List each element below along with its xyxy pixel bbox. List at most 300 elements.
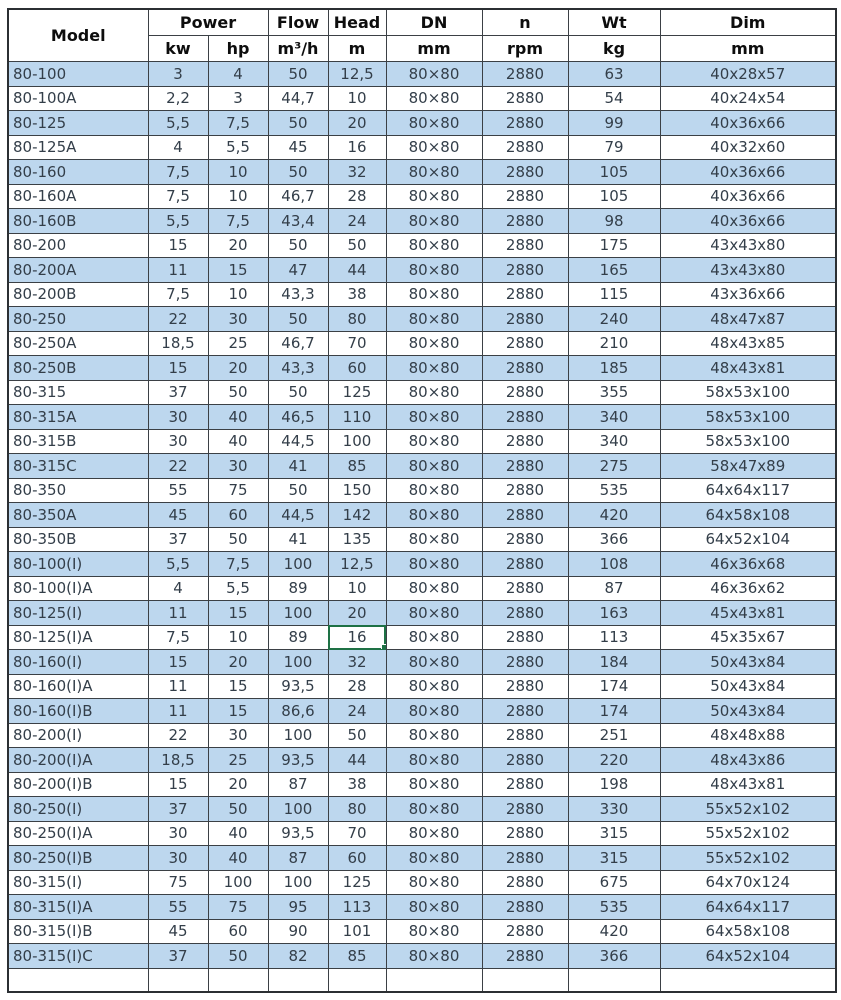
cell-flow[interactable]: 50 — [268, 160, 328, 185]
cell-flow[interactable]: 41 — [268, 454, 328, 479]
header-unit-dim[interactable]: mm — [660, 36, 836, 62]
cell-hp[interactable]: 20 — [208, 233, 268, 258]
cell-dim[interactable]: 48x43x85 — [660, 331, 836, 356]
cell-kw[interactable]: 37 — [148, 944, 208, 969]
cell-head[interactable]: 32 — [328, 650, 386, 675]
cell-head[interactable]: 70 — [328, 821, 386, 846]
cell-rpm[interactable]: 2880 — [482, 478, 568, 503]
cell-dim[interactable]: 46x36x68 — [660, 552, 836, 577]
cell-rpm[interactable]: 2880 — [482, 331, 568, 356]
cell-flow[interactable]: 86,6 — [268, 699, 328, 724]
cell-kw[interactable]: 22 — [148, 723, 208, 748]
cell-dim[interactable]: 50x43x84 — [660, 699, 836, 724]
cell-head[interactable]: 85 — [328, 454, 386, 479]
cell-dim[interactable]: 40x24x54 — [660, 86, 836, 111]
cell-wt[interactable]: 113 — [568, 625, 660, 650]
cell-wt[interactable]: 108 — [568, 552, 660, 577]
cell-flow[interactable]: 87 — [268, 772, 328, 797]
cell-dim[interactable]: 48x43x81 — [660, 772, 836, 797]
cell-hp[interactable]: 50 — [208, 527, 268, 552]
cell-flow[interactable]: 87 — [268, 846, 328, 871]
cell-dim[interactable]: 64x52x104 — [660, 944, 836, 969]
cell-kw[interactable]: 15 — [148, 233, 208, 258]
cell-model[interactable]: 80-100(I)A — [8, 576, 148, 601]
cell-model[interactable]: 80-250(I) — [8, 797, 148, 822]
cell-flow[interactable]: 93,5 — [268, 674, 328, 699]
cell-head[interactable]: 44 — [328, 748, 386, 773]
header-power[interactable]: Power — [148, 9, 268, 36]
cell-flow[interactable]: 43,4 — [268, 209, 328, 234]
header-flow[interactable]: Flow — [268, 9, 328, 36]
cell-hp[interactable]: 3 — [208, 86, 268, 111]
cell-dn[interactable]: 80×80 — [386, 160, 482, 185]
cell-kw[interactable]: 22 — [148, 454, 208, 479]
cell-dim[interactable]: 55x52x102 — [660, 846, 836, 871]
cell-dim[interactable]: 40x32x60 — [660, 135, 836, 160]
cell-hp[interactable]: 60 — [208, 503, 268, 528]
cell-model[interactable]: 80-125(I)A — [8, 625, 148, 650]
header-unit-dn[interactable]: mm — [386, 36, 482, 62]
cell-dn[interactable]: 80×80 — [386, 356, 482, 381]
cell-head[interactable]: 110 — [328, 405, 386, 430]
cell-rpm[interactable]: 2880 — [482, 674, 568, 699]
cell-flow[interactable]: 100 — [268, 601, 328, 626]
cell-head[interactable]: 16 — [328, 135, 386, 160]
cell-wt[interactable]: 198 — [568, 772, 660, 797]
cell-wt[interactable]: 366 — [568, 527, 660, 552]
cell-dim[interactable]: 40x36x66 — [660, 184, 836, 209]
cell-flow[interactable]: 41 — [268, 527, 328, 552]
cell-hp[interactable]: 5,5 — [208, 576, 268, 601]
cell-model[interactable]: 80-100A — [8, 86, 148, 111]
cell-kw[interactable]: 3 — [148, 62, 208, 87]
cell-rpm[interactable]: 2880 — [482, 86, 568, 111]
cell-model[interactable]: 80-200(I)A — [8, 748, 148, 773]
cell-rpm[interactable]: 2880 — [482, 233, 568, 258]
cell-flow[interactable]: 100 — [268, 552, 328, 577]
header-unit-n[interactable]: rpm — [482, 36, 568, 62]
cell-model[interactable]: 80-160(I)A — [8, 674, 148, 699]
cell-wt[interactable]: 54 — [568, 86, 660, 111]
cell-head[interactable]: 12,5 — [328, 62, 386, 87]
cell-dim[interactable]: 48x47x87 — [660, 307, 836, 332]
cell-empty[interactable] — [568, 968, 660, 992]
cell-dim[interactable]: 40x36x66 — [660, 160, 836, 185]
cell-hp[interactable]: 4 — [208, 62, 268, 87]
cell-head[interactable]: 28 — [328, 674, 386, 699]
cell-head[interactable]: 12,5 — [328, 552, 386, 577]
cell-wt[interactable]: 174 — [568, 674, 660, 699]
cell-kw[interactable]: 7,5 — [148, 184, 208, 209]
cell-head[interactable]: 60 — [328, 356, 386, 381]
cell-wt[interactable]: 163 — [568, 601, 660, 626]
cell-wt[interactable]: 275 — [568, 454, 660, 479]
cell-dim[interactable]: 58x53x100 — [660, 405, 836, 430]
cell-hp[interactable]: 75 — [208, 478, 268, 503]
cell-flow[interactable]: 95 — [268, 895, 328, 920]
cell-dim[interactable]: 48x48x88 — [660, 723, 836, 748]
cell-dn[interactable]: 80×80 — [386, 135, 482, 160]
cell-hp[interactable]: 15 — [208, 674, 268, 699]
cell-hp[interactable]: 10 — [208, 160, 268, 185]
cell-model[interactable]: 80-315C — [8, 454, 148, 479]
cell-flow[interactable]: 93,5 — [268, 748, 328, 773]
cell-flow[interactable]: 46,7 — [268, 184, 328, 209]
cell-wt[interactable]: 174 — [568, 699, 660, 724]
cell-dim[interactable]: 46x36x62 — [660, 576, 836, 601]
cell-dn[interactable]: 80×80 — [386, 282, 482, 307]
cell-dn[interactable]: 80×80 — [386, 601, 482, 626]
cell-head[interactable]: 70 — [328, 331, 386, 356]
cell-dim[interactable]: 48x43x86 — [660, 748, 836, 773]
cell-flow[interactable]: 93,5 — [268, 821, 328, 846]
cell-dim[interactable]: 40x36x66 — [660, 209, 836, 234]
cell-model[interactable]: 80-160(I) — [8, 650, 148, 675]
cell-kw[interactable]: 18,5 — [148, 748, 208, 773]
cell-model[interactable]: 80-315(I)C — [8, 944, 148, 969]
cell-dn[interactable]: 80×80 — [386, 870, 482, 895]
cell-dn[interactable]: 80×80 — [386, 86, 482, 111]
cell-wt[interactable]: 535 — [568, 478, 660, 503]
cell-flow[interactable]: 90 — [268, 919, 328, 944]
cell-dn[interactable]: 80×80 — [386, 772, 482, 797]
cell-kw[interactable]: 11 — [148, 674, 208, 699]
cell-model[interactable]: 80-200(I)B — [8, 772, 148, 797]
header-wt[interactable]: Wt — [568, 9, 660, 36]
cell-kw[interactable]: 5,5 — [148, 111, 208, 136]
cell-kw[interactable]: 15 — [148, 356, 208, 381]
cell-kw[interactable]: 37 — [148, 527, 208, 552]
cell-flow[interactable]: 44,7 — [268, 86, 328, 111]
cell-head[interactable]: 16 — [328, 625, 386, 650]
cell-empty[interactable] — [268, 968, 328, 992]
cell-head[interactable]: 20 — [328, 111, 386, 136]
cell-dn[interactable]: 80×80 — [386, 650, 482, 675]
cell-dn[interactable]: 80×80 — [386, 821, 482, 846]
cell-head[interactable]: 150 — [328, 478, 386, 503]
header-dim[interactable]: Dim — [660, 9, 836, 36]
header-unit-hp[interactable]: hp — [208, 36, 268, 62]
cell-wt[interactable]: 63 — [568, 62, 660, 87]
cell-kw[interactable]: 22 — [148, 307, 208, 332]
cell-model[interactable]: 80-200A — [8, 258, 148, 283]
cell-model[interactable]: 80-250(I)B — [8, 846, 148, 871]
cell-rpm[interactable]: 2880 — [482, 380, 568, 405]
cell-dim[interactable]: 50x43x84 — [660, 674, 836, 699]
cell-flow[interactable]: 50 — [268, 111, 328, 136]
cell-model[interactable]: 80-250(I)A — [8, 821, 148, 846]
cell-dn[interactable]: 80×80 — [386, 331, 482, 356]
cell-wt[interactable]: 251 — [568, 723, 660, 748]
cell-rpm[interactable]: 2880 — [482, 699, 568, 724]
cell-rpm[interactable]: 2880 — [482, 111, 568, 136]
cell-model[interactable]: 80-100(I) — [8, 552, 148, 577]
cell-hp[interactable]: 30 — [208, 723, 268, 748]
cell-dn[interactable]: 80×80 — [386, 625, 482, 650]
cell-kw[interactable]: 7,5 — [148, 625, 208, 650]
cell-flow[interactable]: 50 — [268, 380, 328, 405]
cell-head[interactable]: 135 — [328, 527, 386, 552]
cell-kw[interactable]: 7,5 — [148, 160, 208, 185]
cell-kw[interactable]: 45 — [148, 503, 208, 528]
cell-kw[interactable]: 4 — [148, 576, 208, 601]
cell-head[interactable]: 10 — [328, 86, 386, 111]
cell-hp[interactable]: 25 — [208, 748, 268, 773]
cell-wt[interactable]: 240 — [568, 307, 660, 332]
cell-hp[interactable]: 40 — [208, 429, 268, 454]
cell-dn[interactable]: 80×80 — [386, 846, 482, 871]
cell-wt[interactable]: 366 — [568, 944, 660, 969]
cell-head[interactable]: 100 — [328, 429, 386, 454]
cell-head[interactable]: 28 — [328, 184, 386, 209]
cell-model[interactable]: 80-125A — [8, 135, 148, 160]
cell-dn[interactable]: 80×80 — [386, 919, 482, 944]
cell-hp[interactable]: 60 — [208, 919, 268, 944]
cell-hp[interactable]: 10 — [208, 184, 268, 209]
cell-rpm[interactable]: 2880 — [482, 821, 568, 846]
cell-wt[interactable]: 98 — [568, 209, 660, 234]
cell-hp[interactable]: 40 — [208, 846, 268, 871]
cell-rpm[interactable]: 2880 — [482, 209, 568, 234]
cell-wt[interactable]: 79 — [568, 135, 660, 160]
cell-wt[interactable]: 420 — [568, 503, 660, 528]
cell-wt[interactable]: 330 — [568, 797, 660, 822]
cell-wt[interactable]: 355 — [568, 380, 660, 405]
cell-kw[interactable]: 15 — [148, 650, 208, 675]
cell-hp[interactable]: 5,5 — [208, 135, 268, 160]
cell-rpm[interactable]: 2880 — [482, 356, 568, 381]
cell-hp[interactable]: 30 — [208, 454, 268, 479]
cell-hp[interactable]: 50 — [208, 380, 268, 405]
cell-kw[interactable]: 18,5 — [148, 331, 208, 356]
cell-dim[interactable]: 43x36x66 — [660, 282, 836, 307]
cell-wt[interactable]: 340 — [568, 429, 660, 454]
cell-empty[interactable] — [328, 968, 386, 992]
cell-model[interactable]: 80-250 — [8, 307, 148, 332]
cell-head[interactable]: 142 — [328, 503, 386, 528]
cell-dim[interactable]: 64x52x104 — [660, 527, 836, 552]
cell-model[interactable]: 80-315(I) — [8, 870, 148, 895]
cell-empty[interactable] — [8, 968, 148, 992]
cell-dn[interactable]: 80×80 — [386, 478, 482, 503]
cell-empty[interactable] — [482, 968, 568, 992]
cell-hp[interactable]: 100 — [208, 870, 268, 895]
cell-model[interactable]: 80-160 — [8, 160, 148, 185]
cell-model[interactable]: 80-350B — [8, 527, 148, 552]
cell-flow[interactable]: 46,7 — [268, 331, 328, 356]
cell-dim[interactable]: 45x43x81 — [660, 601, 836, 626]
cell-flow[interactable]: 100 — [268, 797, 328, 822]
header-unit-kw[interactable]: kw — [148, 36, 208, 62]
cell-dim[interactable]: 50x43x84 — [660, 650, 836, 675]
cell-rpm[interactable]: 2880 — [482, 503, 568, 528]
cell-dn[interactable]: 80×80 — [386, 307, 482, 332]
cell-head[interactable]: 44 — [328, 258, 386, 283]
cell-hp[interactable]: 40 — [208, 405, 268, 430]
cell-dn[interactable]: 80×80 — [386, 748, 482, 773]
cell-model[interactable]: 80-125(I) — [8, 601, 148, 626]
cell-dn[interactable]: 80×80 — [386, 797, 482, 822]
header-unit-flow[interactable]: m³/h — [268, 36, 328, 62]
cell-hp[interactable]: 20 — [208, 650, 268, 675]
cell-hp[interactable]: 7,5 — [208, 209, 268, 234]
cell-kw[interactable]: 5,5 — [148, 209, 208, 234]
cell-model[interactable]: 80-315(I)B — [8, 919, 148, 944]
cell-dn[interactable]: 80×80 — [386, 62, 482, 87]
cell-model[interactable]: 80-315A — [8, 405, 148, 430]
cell-dn[interactable]: 80×80 — [386, 944, 482, 969]
cell-model[interactable]: 80-315B — [8, 429, 148, 454]
cell-model[interactable]: 80-315 — [8, 380, 148, 405]
cell-rpm[interactable]: 2880 — [482, 527, 568, 552]
cell-dn[interactable]: 80×80 — [386, 184, 482, 209]
cell-head[interactable]: 101 — [328, 919, 386, 944]
cell-rpm[interactable]: 2880 — [482, 552, 568, 577]
cell-dn[interactable]: 80×80 — [386, 429, 482, 454]
cell-kw[interactable]: 15 — [148, 772, 208, 797]
cell-dn[interactable]: 80×80 — [386, 527, 482, 552]
cell-rpm[interactable]: 2880 — [482, 62, 568, 87]
cell-dim[interactable]: 58x53x100 — [660, 380, 836, 405]
cell-rpm[interactable]: 2880 — [482, 870, 568, 895]
cell-dim[interactable]: 40x36x66 — [660, 111, 836, 136]
cell-rpm[interactable]: 2880 — [482, 846, 568, 871]
cell-head[interactable]: 80 — [328, 307, 386, 332]
cell-rpm[interactable]: 2880 — [482, 258, 568, 283]
cell-kw[interactable]: 75 — [148, 870, 208, 895]
cell-dn[interactable]: 80×80 — [386, 723, 482, 748]
cell-dn[interactable]: 80×80 — [386, 895, 482, 920]
cell-wt[interactable]: 315 — [568, 846, 660, 871]
cell-dn[interactable]: 80×80 — [386, 503, 482, 528]
cell-model[interactable]: 80-160A — [8, 184, 148, 209]
cell-flow[interactable]: 50 — [268, 307, 328, 332]
cell-rpm[interactable]: 2880 — [482, 723, 568, 748]
cell-rpm[interactable]: 2880 — [482, 429, 568, 454]
cell-model[interactable]: 80-200B — [8, 282, 148, 307]
cell-flow[interactable]: 50 — [268, 233, 328, 258]
cell-flow[interactable]: 46,5 — [268, 405, 328, 430]
cell-dim[interactable]: 55x52x102 — [660, 821, 836, 846]
cell-hp[interactable]: 15 — [208, 699, 268, 724]
cell-flow[interactable]: 43,3 — [268, 282, 328, 307]
cell-dim[interactable]: 64x58x108 — [660, 503, 836, 528]
cell-model[interactable]: 80-250A — [8, 331, 148, 356]
cell-rpm[interactable]: 2880 — [482, 184, 568, 209]
cell-dn[interactable]: 80×80 — [386, 258, 482, 283]
cell-dn[interactable]: 80×80 — [386, 111, 482, 136]
cell-flow[interactable]: 89 — [268, 576, 328, 601]
cell-model[interactable]: 80-160(I)B — [8, 699, 148, 724]
cell-head[interactable]: 125 — [328, 380, 386, 405]
cell-wt[interactable]: 210 — [568, 331, 660, 356]
cell-hp[interactable]: 40 — [208, 821, 268, 846]
cell-model[interactable]: 80-125 — [8, 111, 148, 136]
cell-dim[interactable]: 64x70x124 — [660, 870, 836, 895]
cell-kw[interactable]: 11 — [148, 601, 208, 626]
cell-dim[interactable]: 64x58x108 — [660, 919, 836, 944]
cell-rpm[interactable]: 2880 — [482, 307, 568, 332]
cell-model[interactable]: 80-200 — [8, 233, 148, 258]
cell-dn[interactable]: 80×80 — [386, 405, 482, 430]
cell-dim[interactable]: 64x64x117 — [660, 895, 836, 920]
cell-kw[interactable]: 11 — [148, 699, 208, 724]
cell-wt[interactable]: 165 — [568, 258, 660, 283]
cell-rpm[interactable]: 2880 — [482, 650, 568, 675]
cell-dim[interactable]: 58x53x100 — [660, 429, 836, 454]
cell-flow[interactable]: 44,5 — [268, 429, 328, 454]
cell-wt[interactable]: 115 — [568, 282, 660, 307]
cell-flow[interactable]: 50 — [268, 478, 328, 503]
cell-head[interactable]: 50 — [328, 723, 386, 748]
cell-model[interactable]: 80-250B — [8, 356, 148, 381]
cell-rpm[interactable]: 2880 — [482, 797, 568, 822]
cell-wt[interactable]: 87 — [568, 576, 660, 601]
cell-dn[interactable]: 80×80 — [386, 454, 482, 479]
cell-model[interactable]: 80-350 — [8, 478, 148, 503]
cell-rpm[interactable]: 2880 — [482, 601, 568, 626]
cell-hp[interactable]: 20 — [208, 772, 268, 797]
cell-kw[interactable]: 5,5 — [148, 552, 208, 577]
cell-flow[interactable]: 50 — [268, 62, 328, 87]
cell-head[interactable]: 113 — [328, 895, 386, 920]
cell-flow[interactable]: 45 — [268, 135, 328, 160]
cell-head[interactable]: 80 — [328, 797, 386, 822]
cell-head[interactable]: 24 — [328, 699, 386, 724]
cell-wt[interactable]: 535 — [568, 895, 660, 920]
cell-rpm[interactable]: 2880 — [482, 748, 568, 773]
cell-hp[interactable]: 75 — [208, 895, 268, 920]
cell-dim[interactable]: 55x52x102 — [660, 797, 836, 822]
cell-model[interactable]: 80-160B — [8, 209, 148, 234]
cell-head[interactable]: 38 — [328, 282, 386, 307]
cell-dn[interactable]: 80×80 — [386, 576, 482, 601]
cell-wt[interactable]: 105 — [568, 184, 660, 209]
cell-wt[interactable]: 99 — [568, 111, 660, 136]
cell-model[interactable]: 80-315(I)A — [8, 895, 148, 920]
cell-hp[interactable]: 10 — [208, 625, 268, 650]
cell-flow[interactable]: 47 — [268, 258, 328, 283]
cell-dn[interactable]: 80×80 — [386, 209, 482, 234]
cell-kw[interactable]: 30 — [148, 429, 208, 454]
cell-head[interactable]: 125 — [328, 870, 386, 895]
cell-dn[interactable]: 80×80 — [386, 699, 482, 724]
cell-kw[interactable]: 55 — [148, 478, 208, 503]
cell-dim[interactable]: 64x64x117 — [660, 478, 836, 503]
cell-rpm[interactable]: 2880 — [482, 454, 568, 479]
cell-kw[interactable]: 7,5 — [148, 282, 208, 307]
cell-rpm[interactable]: 2880 — [482, 895, 568, 920]
cell-flow[interactable]: 100 — [268, 650, 328, 675]
cell-rpm[interactable]: 2880 — [482, 160, 568, 185]
cell-dim[interactable]: 45x35x67 — [660, 625, 836, 650]
cell-dn[interactable]: 80×80 — [386, 552, 482, 577]
cell-head[interactable]: 10 — [328, 576, 386, 601]
cell-head[interactable]: 32 — [328, 160, 386, 185]
cell-kw[interactable]: 55 — [148, 895, 208, 920]
cell-kw[interactable]: 30 — [148, 405, 208, 430]
cell-model[interactable]: 80-100 — [8, 62, 148, 87]
cell-flow[interactable]: 43,3 — [268, 356, 328, 381]
cell-dim[interactable]: 48x43x81 — [660, 356, 836, 381]
cell-head[interactable]: 85 — [328, 944, 386, 969]
cell-hp[interactable]: 15 — [208, 601, 268, 626]
cell-hp[interactable]: 7,5 — [208, 111, 268, 136]
header-n[interactable]: n — [482, 9, 568, 36]
cell-empty[interactable] — [660, 968, 836, 992]
cell-kw[interactable]: 4 — [148, 135, 208, 160]
cell-wt[interactable]: 220 — [568, 748, 660, 773]
